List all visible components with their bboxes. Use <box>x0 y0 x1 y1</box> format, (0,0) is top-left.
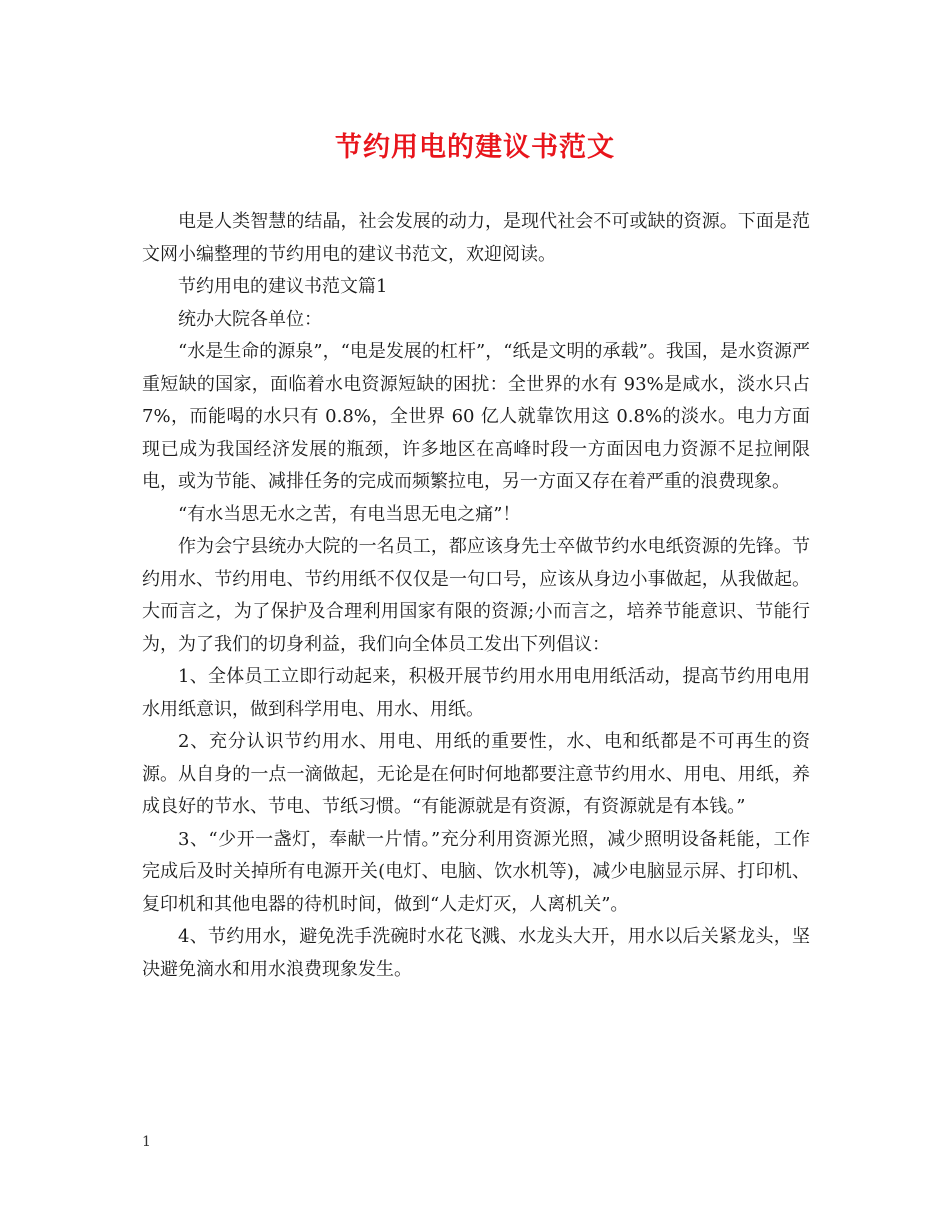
paragraph-proposal-1: 1、全体员工立即行动起来，积极开展节约用水用电用纸活动，提高节约用电用水用纸意识，做到科学用电、用水、用纸。 <box>142 666 810 720</box>
paragraph-intro: 电是人类智慧的结晶，社会发展的动力，是现代社会不可或缺的资源。下面是范文网小编整理的节约用电的建议书范文，欢迎阅读。 <box>142 211 810 265</box>
document-body <box>142 206 810 986</box>
paragraph-slogan: “有水当思无水之苦，有电当思无电之痛”！ <box>178 503 521 525</box>
paragraph-call-to-action: 作为会宁县统办大院的一名员工，都应该身先士卒做节约水电纸资源的先锋。节约用水、节约用电、节约用纸不仅仅是一句口号，应该从身边小事做起，从我做起。大而言之，为了保护及合理利用国家有限的资源;小而言之，培养节能意识、节能行为，为了我们的切身利益，我们向全体员工发出下列倡议： <box>142 536 810 655</box>
paragraph-section-heading: 节约用电的建议书范文篇1 <box>178 276 388 297</box>
paragraph-proposal-4: 4、节约用水，避免洗手洗碗时水花飞溅、水龙头大开，用水以后关紧龙头，坚决避免滴水和用水浪费现象发生。 <box>142 926 810 980</box>
document-title: 节约用电的建议书范文 <box>335 132 615 163</box>
paragraph-proposal-2: 2、充分认识节约用水、用电、用纸的重要性，水、电和纸都是不可再生的资源。从自身的一点一滴做起，无论是在何时何地都要注意节约用水、用电、用纸，养成良好的节水、节电、节纸习惯。“有能源就是有资源，有资源就是有本钱。” <box>142 731 810 817</box>
page-number: 1 <box>142 1134 151 1150</box>
paragraph-background: “水是生命的源泉”，“电是发展的杠杆”，“纸是文明的承载”。我国，是水资源严重短缺的国家，面临着水电资源短缺的困扰：全世界的水有 93%是咸水，淡水只占 7%，而能喝的水只有 0.8%，全世界 60 亿人就靠饮用这 0.8%的淡水。电力方面现已成为我国经济发展的瓶颈，许多地区在高峰时段一方面因电力资源不足拉闸限电，或为节能、减排任务的完成而频繁拉电，另一方面又存在着严重的浪费现象。 <box>142 341 810 492</box>
paragraph-proposal-3: 3、“少开一盏灯，奉献一片情。”充分利用资源光照，减少照明设备耗能，工作完成后及时关掉所有电源开关(电灯、电脑、饮水机等)，减少电脑显示屏、打印机、复印机和其他电器的待机时间，做到“人走灯灭，人离机关”。 <box>142 828 810 915</box>
paragraph-salutation: 统办大院各单位： <box>178 308 322 330</box>
